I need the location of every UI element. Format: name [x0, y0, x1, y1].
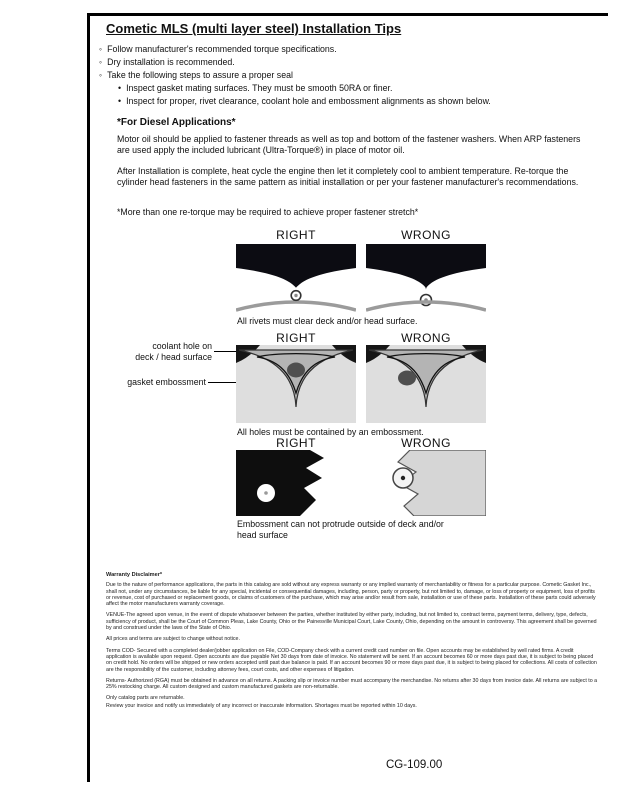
- right-label-row3: RIGHT: [276, 436, 316, 450]
- list-item: • Inspect gasket mating surfaces. They must be smooth 50RA or finer.: [118, 82, 589, 95]
- legal-paragraph: VENUE-The agreed upon venue, in the event of dispute whatsoever between the parties, whether instituted by either party, including, but not limited to, contract terms, payment terms, delivery, type, defects, sufficiency of product, shall be the Court of Common Pleas, Lake County, Ohio or the Painesville Municipal Court, Lake County, Ohio, depending on the amount in controversy. This agreement shall be governed by and construed under the laws of the State of Ohio.: [106, 612, 597, 632]
- right-label-row1: RIGHT: [276, 228, 316, 242]
- list-item: ◦ Dry installation is recommended.: [99, 56, 589, 69]
- legal-paragraph: Only catalog parts are returnable.: [106, 695, 185, 702]
- wrong-label-row3: WRONG: [401, 436, 451, 450]
- gasket-embossment-callout: [90, 377, 206, 388]
- warranty-disclaimer-heading: Warranty Disclaimer*: [106, 572, 163, 578]
- legal-paragraph: Review your invoice and notify us immediately of any incorrect or inaccurate information. Shortages must be reported within 10 days.: [106, 702, 417, 709]
- diesel-paragraph-2: After Installation is complete, heat cycle the engine then let it completely cool to ambient temperature. Re-torque the cylinder head fasteners in the same pattern as initial installation or per your fastener manufacturer's recommendations.: [117, 166, 579, 187]
- embossment-wrong-illustration: [366, 450, 486, 516]
- embossment-wrong-diagram: [366, 450, 486, 516]
- coolant-hole-wrong-illustration: [366, 345, 486, 423]
- caption-holes: All holes must be contained by an embossment.: [237, 427, 424, 437]
- legal-paragraph: Returns- Authorized (RGA) must be obtained in advance on all returns. A packing slip or invoice number must accompany the merchandise. No returns after 30 days from invoice date. All returns are subject to a 25% restocking charge. All custom designed and custom manufactured gaskets are non-returnable.: [106, 677, 598, 691]
- coolant-hole-wrong-diagram: [366, 345, 486, 423]
- page-title: Cometic MLS (multi layer steel) Installation Tips: [106, 21, 402, 36]
- legal-paragraph: All prices and terms are subject to change without notice.: [106, 636, 240, 643]
- list-item: ◦ Follow manufacturer's recommended torque specifications.: [99, 43, 589, 56]
- caption-embossment: Embossment can not protrude outside of deck and/or head surface: [237, 519, 444, 540]
- warranty-disclaimer-section: [106, 572, 598, 714]
- legal-paragraph: Due to the nature of performance applications, the parts in this catalog are sold without any express warranty or any implied warranty of merchantability or fitness for a particular purpose. Cometic Gasket Inc., shall not, under any circumstances, be liable for any special, incidental or consequential damages, including, person, party or property, but not limited to, damage, or loss of property or equipment, loss of profits or revenue, cost of purchased or replacement goods, or claims of customers of the purchase, which may arise and/or result from sale, installation or use of these parts. Installation of these parts could adversely affect the motor manufacturers warranty coverage.: [106, 582, 596, 608]
- coolant-hole-right-diagram: [236, 345, 356, 423]
- coolant-hole-callout-line2: deck / head surface: [135, 351, 212, 362]
- coolant-hole-right-illustration: [236, 345, 356, 423]
- diesel-paragraph-1: Motor oil should be applied to fastener threads as well as top and bottom of the fastener washers. When ARP fasteners are used apply the included lubricant (Ultra-Torque®) in place of motor oil.: [117, 134, 581, 155]
- rivet-clear-right-illustration: [236, 244, 356, 312]
- legal-paragraph: Terms COD- Secured with a completed dealer/jobber application on File, COD-Company check with a current credit card number on file. Open accounts may be established by well rated firms. A credit application is available upon request. Open accounts are due payable Net 30 days from date of invoice. No statement will be sent. If an account becomes 60 or more days past due, it is subject to being placed on credit hold. No orders will be shipped or new orders accepted until past due balance is paid. If an account becomes 90 or more days past due, it is subject to being placed for collections. All costs of collection are the responsibility of the customer, including attorney fees, court costs, and other expenses of litigation.: [106, 647, 597, 673]
- list-item: • Inspect for proper, rivet clearance, coolant hole and embossment alignments as shown below.: [118, 95, 589, 108]
- rivet-clear-wrong-illustration: [366, 244, 486, 312]
- embossment-right-diagram: [236, 450, 356, 516]
- diesel-applications-heading: *For Diesel Applications*: [117, 117, 236, 128]
- rivet-clear-wrong-diagram: [366, 244, 486, 312]
- installation-tips-list: [99, 43, 589, 108]
- wrong-label-row1: WRONG: [401, 228, 451, 242]
- coolant-hole-callout-line1: coolant hole on: [152, 341, 212, 351]
- caption-rivets: All rivets must clear deck and/or head surface.: [237, 316, 418, 326]
- embossment-right-illustration: [236, 450, 356, 516]
- right-label-row2: RIGHT: [276, 331, 316, 345]
- list-item: ◦ Take the following steps to assure a proper seal: [99, 69, 589, 82]
- gasket-embossment-callout-text: gasket embossment: [127, 377, 206, 387]
- coolant-hole-callout: [90, 341, 212, 362]
- page-code: CG-109.00: [386, 759, 443, 771]
- wrong-label-row2: WRONG: [401, 331, 451, 345]
- retorque-note: *More than one re-torque may be required to achieve proper fastener stretch*: [117, 207, 419, 217]
- rivet-clear-right-diagram: [236, 244, 356, 312]
